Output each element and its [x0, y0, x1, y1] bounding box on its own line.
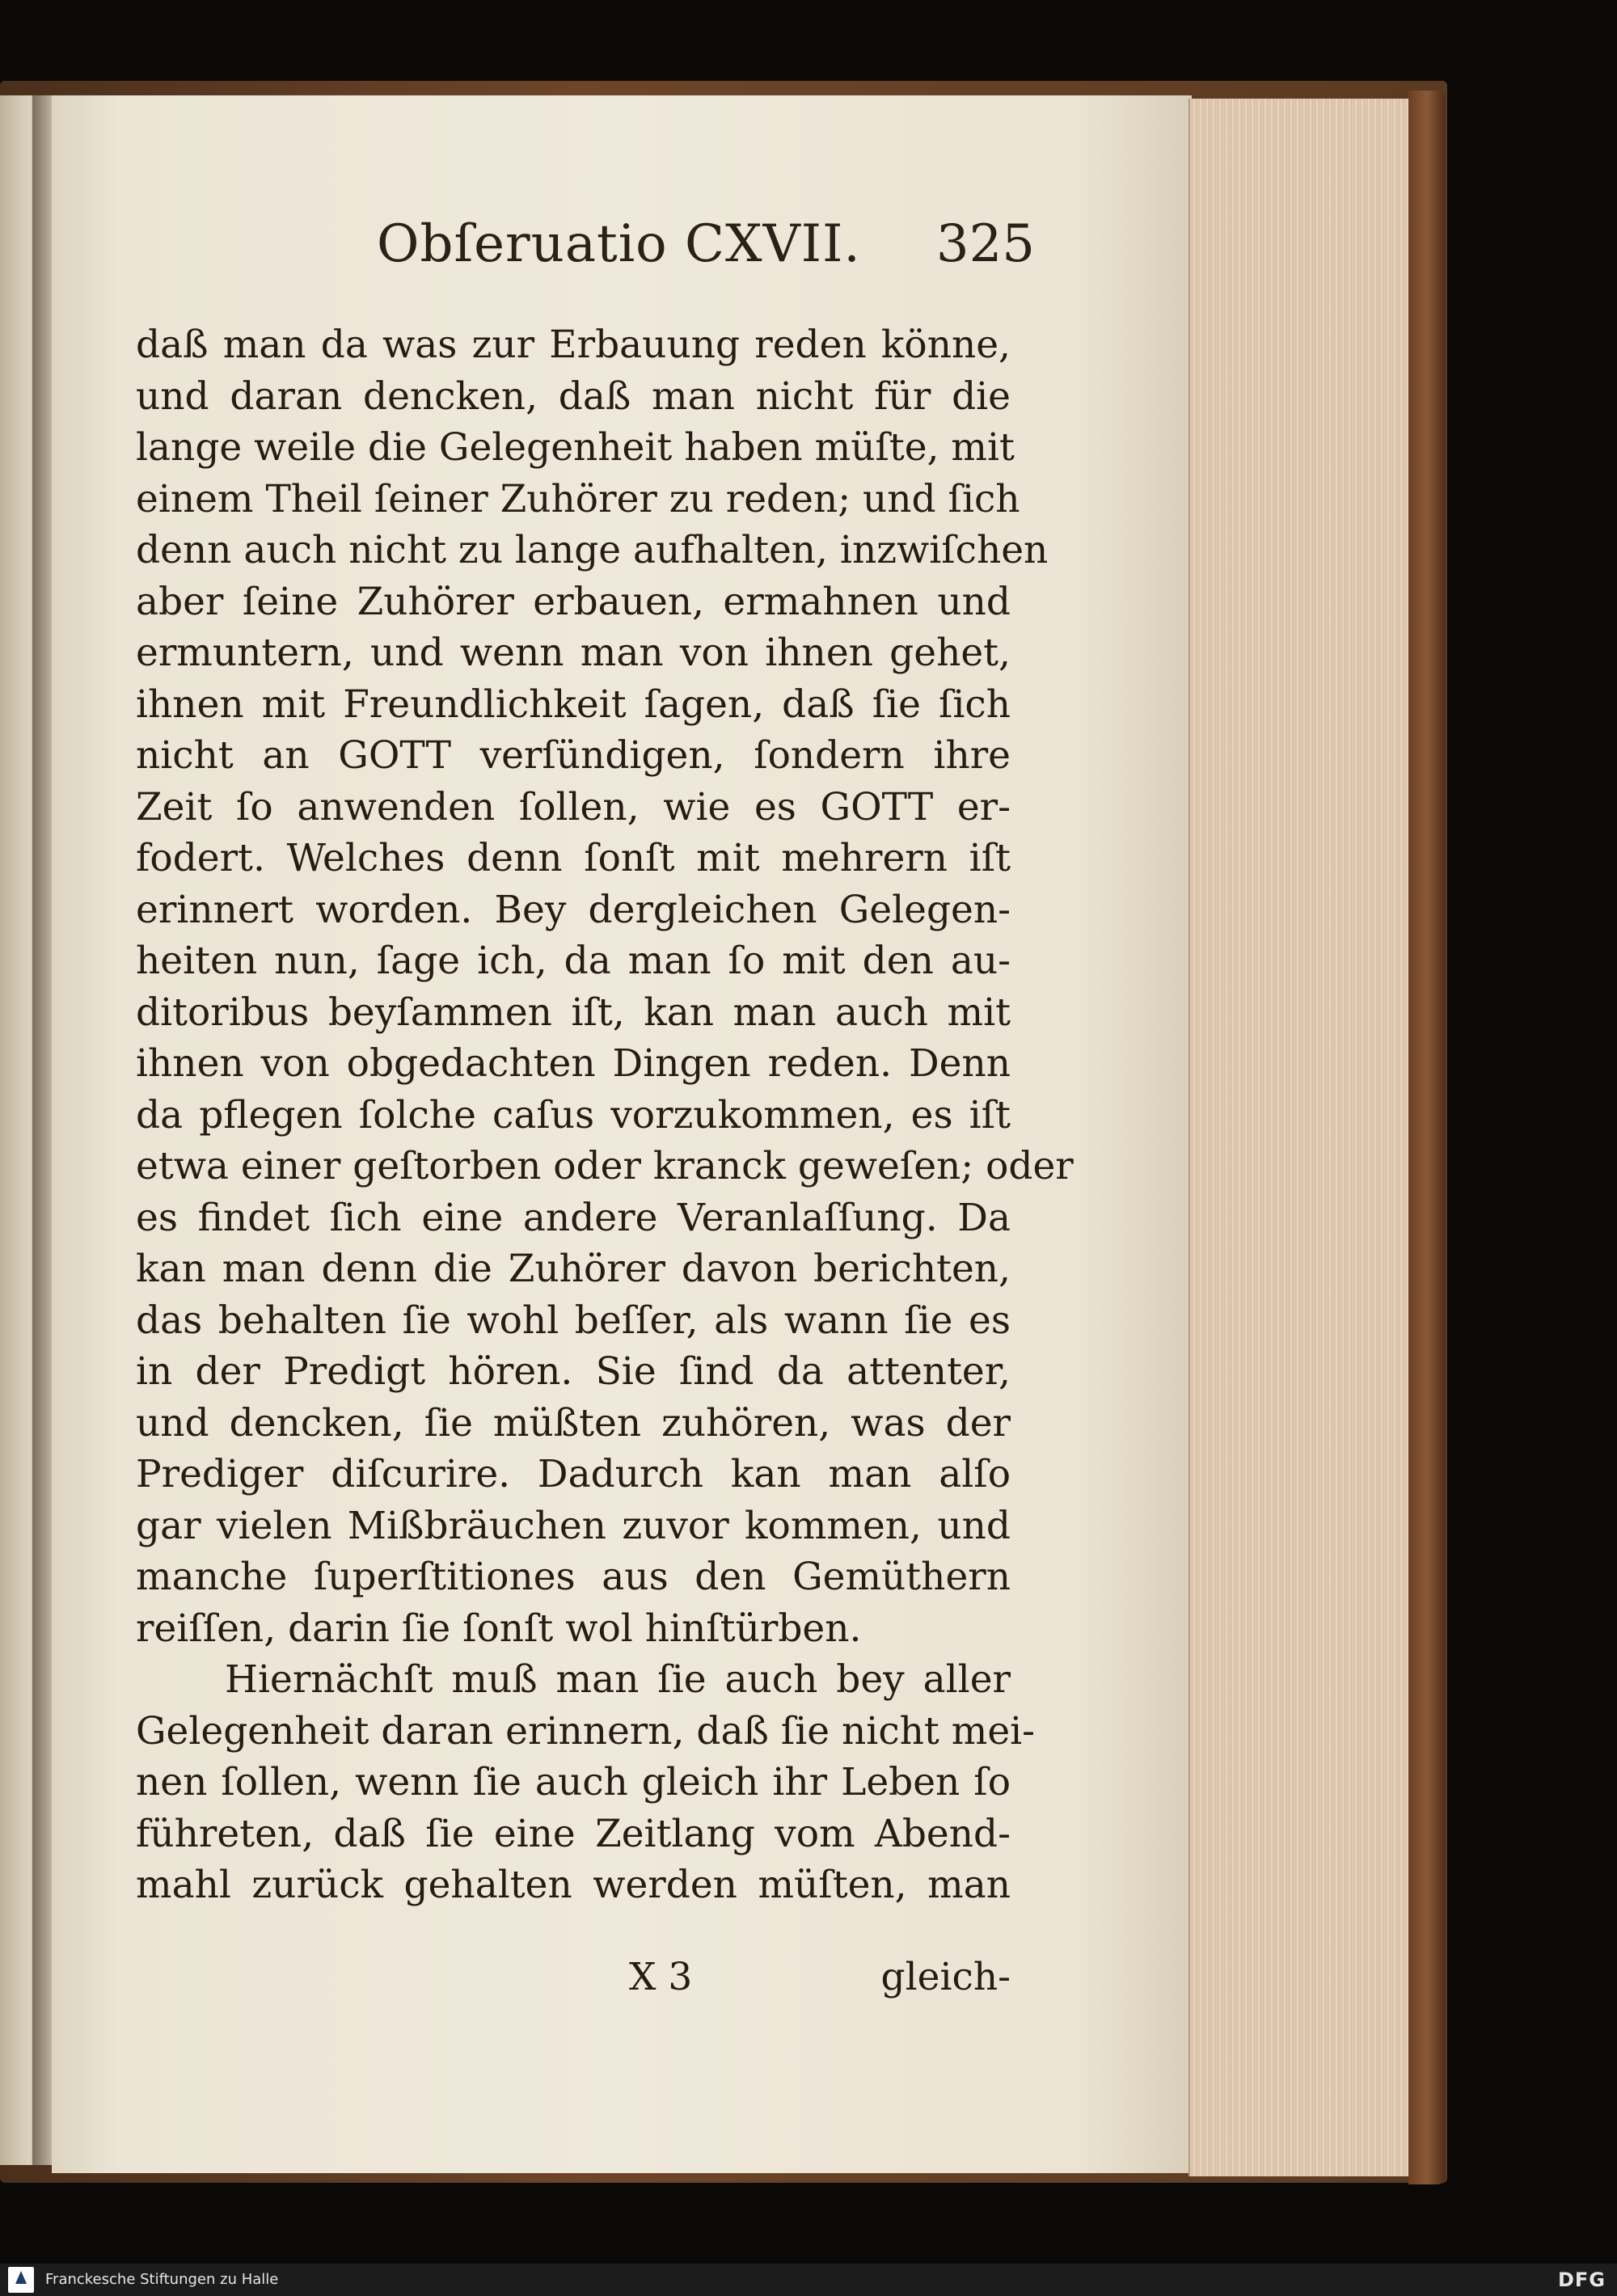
- text-line: führeten, daß ſie eine Zeitlang vom Abend-: [136, 1811, 1011, 1856]
- text-line: aber ſeine Zuhörer erbauen, ermahnen und: [136, 579, 1011, 624]
- text-line: erinnert worden. Bey dergleichen Gelegen-: [136, 887, 1011, 932]
- logo-mark: [15, 2271, 27, 2284]
- text-line: ditoribus beyſammen iſt, kan man auch mit: [136, 990, 1011, 1035]
- text-line: mahl zurück gehalten werden müſten, man: [136, 1863, 1011, 1907]
- text-line: da pflegen ſolche caſus vorzukommen, es iſt: [136, 1092, 1011, 1137]
- text-line: denn auch nicht zu lange aufhalten, inzwiſchen: [136, 528, 1049, 572]
- text-line: Prediger diſcurire. Dadurch kan man alſo: [136, 1452, 1011, 1496]
- text-line: Gelegenheit daran erinnern, daß ſie nicht mei-: [136, 1708, 1036, 1754]
- viewer-bottom-bar: [0, 2264, 1617, 2296]
- catchword: gleich-: [880, 1955, 1011, 1999]
- text-line: und dencken, ſie müßten zuhören, was der: [136, 1400, 1011, 1446]
- text-line: Hiernächſt muß man ſie auch bey aller: [225, 1657, 1011, 1702]
- franckesche-stiftungen-logo-icon: [8, 2267, 34, 2293]
- body-text: [136, 319, 1074, 1911]
- text-line: fodert. Welches denn ſonſt mit mehrern iſt: [136, 836, 1011, 880]
- text-line: reiſſen, darin ſie ſonſt wol hinſtürben.: [136, 1606, 862, 1651]
- text-line: gar vielen Mißbräuchen zuvor kommen, und: [136, 1503, 1011, 1548]
- text-line: es findet ſich eine andere Veranlaſſung. Da: [136, 1195, 1011, 1240]
- text-line: nicht an GOTT verſündigen, ſondern ihre: [136, 733, 1011, 778]
- page-edges: [1188, 99, 1410, 2176]
- text-line: einem Theil ſeiner Zuhörer zu reden; und ſich: [136, 476, 1020, 521]
- page-footer: [136, 1955, 1011, 2011]
- text-line: daß man da was zur Erbauung reden könne,: [136, 323, 1011, 367]
- page-number: 325: [935, 214, 1035, 274]
- text-line: ermuntern, und wenn man von ihnen gehet,: [136, 631, 1011, 675]
- signature-mark: X 3: [629, 1955, 693, 1999]
- text-line: ihnen mit Freundlichkeit ſagen, daß ſie ſich: [136, 682, 1011, 727]
- text-line: manche ſuperſtitiones aus den Gemüthern: [136, 1555, 1011, 1599]
- text-line: kan man denn die Zuhörer davon berichten,: [136, 1247, 1011, 1291]
- text-line: lange weile die Gelegenheit haben müſte, mit: [136, 425, 1015, 470]
- text-line: in der Predigt hören. Sie ſind da attenter,: [136, 1349, 1011, 1394]
- cover-edge: [1408, 91, 1446, 2184]
- text-line: etwa einer geſtorben oder kranck geweſen; oder: [136, 1144, 1074, 1188]
- text-line: heiten nun, ſage ich, da man ſo mit den au-: [136, 939, 1011, 983]
- text-line: nen ſollen, wenn ſie auch gleich ihr Leben ſo: [136, 1760, 1011, 1804]
- running-title: Obſeruatio CXVII.: [377, 214, 861, 274]
- text-line: Zeit ſo anwenden ſollen, wie es GOTT er-: [136, 784, 1011, 829]
- dfg-mark: DFG: [1557, 2269, 1606, 2291]
- institution-name: Franckesche Stiftungen zu Halle: [45, 2271, 279, 2288]
- running-header: [356, 214, 1035, 287]
- text-line: und daran dencken, daß man nicht für die: [136, 374, 1011, 419]
- text-line: ihnen von obgedachten Dingen reden. Denn: [136, 1041, 1011, 1086]
- text-line: das behalten ſie wohl beſſer, als wann ſie es: [136, 1298, 1011, 1343]
